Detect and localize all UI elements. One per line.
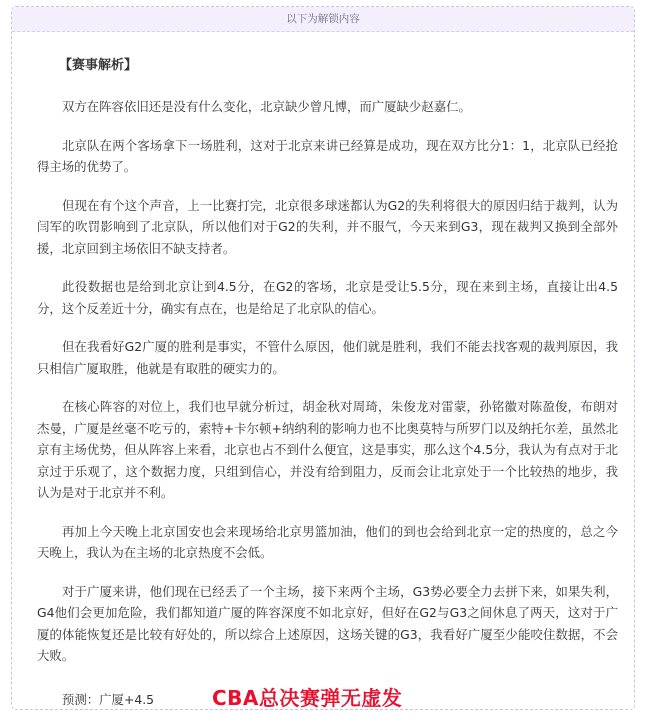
paragraph-referee: 但现在有个这个声音，上一比赛打完，北京很多球迷都认为G2的失利将很大的原因归结于裁判，认为闫军的吹罚影响到了北京队，所以他们对于G2的失利，并不服气，今天来到G3，现在裁判又换到全部外援，北京回到主场依旧不缺支持者。 xyxy=(37,197,618,256)
paragraph-series-score: 北京队在两个客场拿下一场胜利，这对于北京来讲已经算是成功，现在双方比分1：1，北京队已经抢得主场的优势了。 xyxy=(37,137,618,174)
paragraph-lineup: 双方在阵容依旧还是没有什么变化，北京缺少曾凡博，而广厦缺少赵嘉仁。 xyxy=(62,99,471,114)
paragraph-handicap: 此役数据也是给到北京让到4.5分，在G2的客场，北京是受让5.5分，现在来到主场，直接让出4.5分，这个反差近十分，确实有点在，也是给足了北京队的信心。 xyxy=(37,279,618,316)
content-frame xyxy=(11,6,635,710)
watermark-text: CBA总决赛弹无虚发 xyxy=(212,685,403,710)
section-title: 【赛事解析】 xyxy=(59,58,138,73)
unlocked-content-banner: 以下为解锁内容 xyxy=(12,7,634,32)
paragraph-home-crowd: 再加上今天晚上北京国安也会来现场给北京男篮加油，他们的到也会给到北京一定的热度的，总之今天晚上，我认为在主场的北京热度不会低。 xyxy=(37,523,618,560)
article-body xyxy=(12,31,634,709)
paragraph-guangsha-outlook: 对于广厦来讲，他们现在已经丢了一个主场，接下来两个主场，G3势必要全力去拼下来，如果失利，G4他们会更加危险，我们都知道广厦的阵容深度不如北京好，但好在G2与G3之间休息了两天，这对于广厦的体能恢复还是比较有好处的，所以综合上述原因，这场关键的G3，我看好广厦至少能咬住数据，不会大败。 xyxy=(37,583,618,663)
prediction-row xyxy=(37,684,618,714)
prediction-text: 预测：广厦+4.5 xyxy=(62,691,155,707)
paragraph-guangsha-win: 但在我看好G2广厦的胜利是事实，不管什么原因，他们就是胜利，我们不能去找客观的裁判原因，我只相信广厦取胜，他就是有取胜的硬实力的。 xyxy=(37,339,618,376)
paragraph-matchups: 在核心阵容的对位上，我们也早就分析过，胡金秋对周琦，朱俊龙对雷蒙，孙铭徽对陈盈俊，布朗对杰曼，广厦是丝毫不吃亏的，索特+卡尔顿+纳纳利的影响力也不比奥莫特与所罗门以及纳托尔差，虽然北京有主场优势，但从阵容上来看，北京也占不到什么便宜，这是事实，那么这个4.5分，我认为有点对于北京过于乐观了，这个数据力度，只组到信心，并没有给到阻力，反而会让北京处于一个比较热的地步，我认为是对于北京并不利。 xyxy=(37,399,618,500)
